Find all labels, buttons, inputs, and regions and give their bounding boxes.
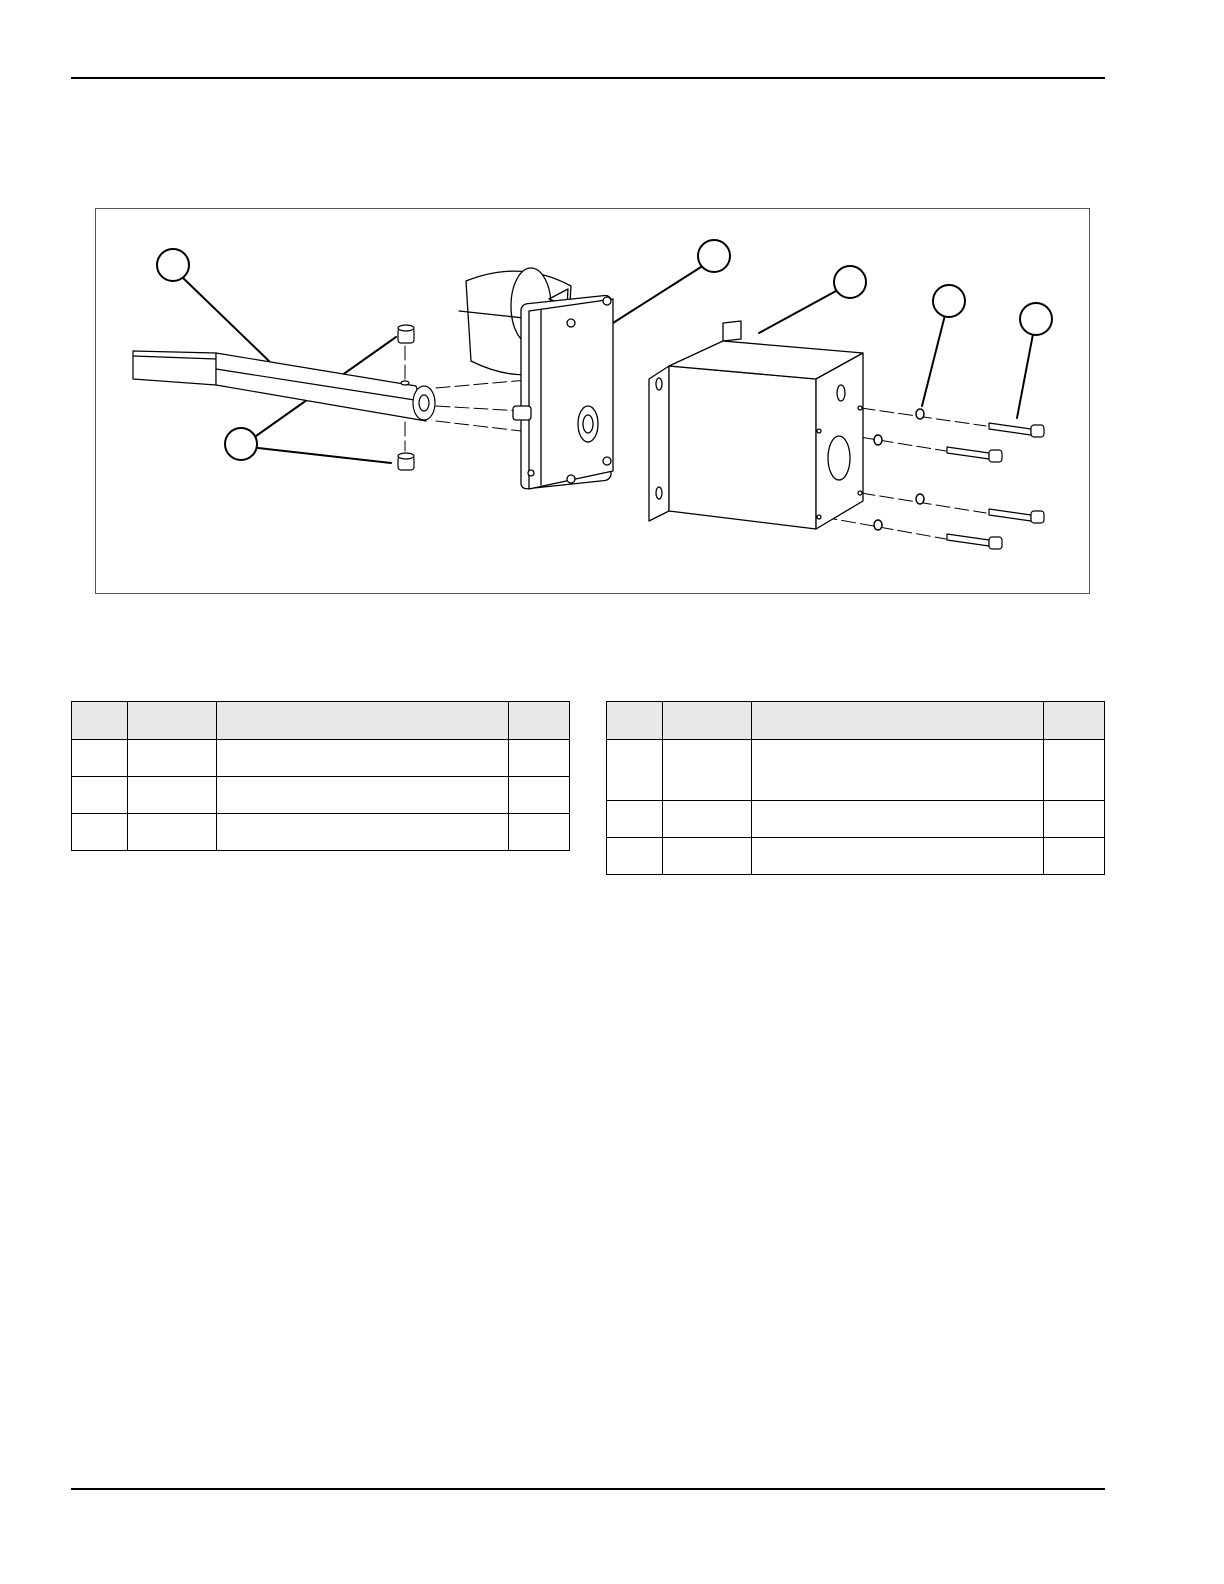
table-cell <box>752 838 1044 875</box>
table-cell <box>1044 740 1105 801</box>
cap-screws <box>947 423 1044 549</box>
table-cell <box>752 801 1044 838</box>
table-cell <box>1044 838 1105 875</box>
table-cell <box>509 814 570 851</box>
table-cell <box>663 740 752 801</box>
column-header-quantity <box>1044 702 1105 740</box>
footer-rule <box>71 1488 1105 1490</box>
callout-circle <box>157 249 189 281</box>
column-header-description <box>217 702 509 740</box>
table-row <box>72 740 570 777</box>
table-cell <box>72 740 128 777</box>
table-cell <box>509 777 570 814</box>
callout-circle <box>225 428 257 460</box>
column-header-description <box>752 702 1044 740</box>
table-row <box>72 814 570 851</box>
table-row <box>607 838 1105 875</box>
callout-circle <box>698 240 730 272</box>
callout-circle <box>933 285 965 317</box>
table-cell <box>663 801 752 838</box>
parts-list-table-right <box>606 701 1105 875</box>
column-header-item <box>607 702 663 740</box>
lock-washers <box>874 409 924 530</box>
table-cell <box>128 740 217 777</box>
table-cell <box>128 777 217 814</box>
table-header-row <box>72 702 570 740</box>
table-cell <box>72 777 128 814</box>
table-cell <box>217 740 509 777</box>
column-header-part-number <box>663 702 752 740</box>
parts-list-table-left <box>71 701 570 851</box>
header-rule <box>71 77 1105 79</box>
drive-shaft <box>133 351 435 421</box>
mounting-bracket <box>649 321 863 529</box>
table-cell <box>217 814 509 851</box>
table-cell <box>607 838 663 875</box>
table-cell <box>128 814 217 851</box>
table-cell <box>607 801 663 838</box>
table-header-row <box>607 702 1105 740</box>
table-row <box>72 777 570 814</box>
column-header-part-number <box>128 702 217 740</box>
callout-circle <box>1020 303 1052 335</box>
table-cell <box>509 740 570 777</box>
callout-circle <box>834 266 866 298</box>
table-cell <box>663 838 752 875</box>
table-row <box>607 801 1105 838</box>
column-header-quantity <box>509 702 570 740</box>
exploded-view-figure <box>95 208 1090 594</box>
table-cell <box>217 777 509 814</box>
table-row <box>607 740 1105 801</box>
column-header-item <box>72 702 128 740</box>
table-cell <box>1044 801 1105 838</box>
table-cell <box>607 740 663 801</box>
gearmotor <box>459 268 613 489</box>
table-cell <box>72 814 128 851</box>
table-cell <box>752 740 1044 801</box>
